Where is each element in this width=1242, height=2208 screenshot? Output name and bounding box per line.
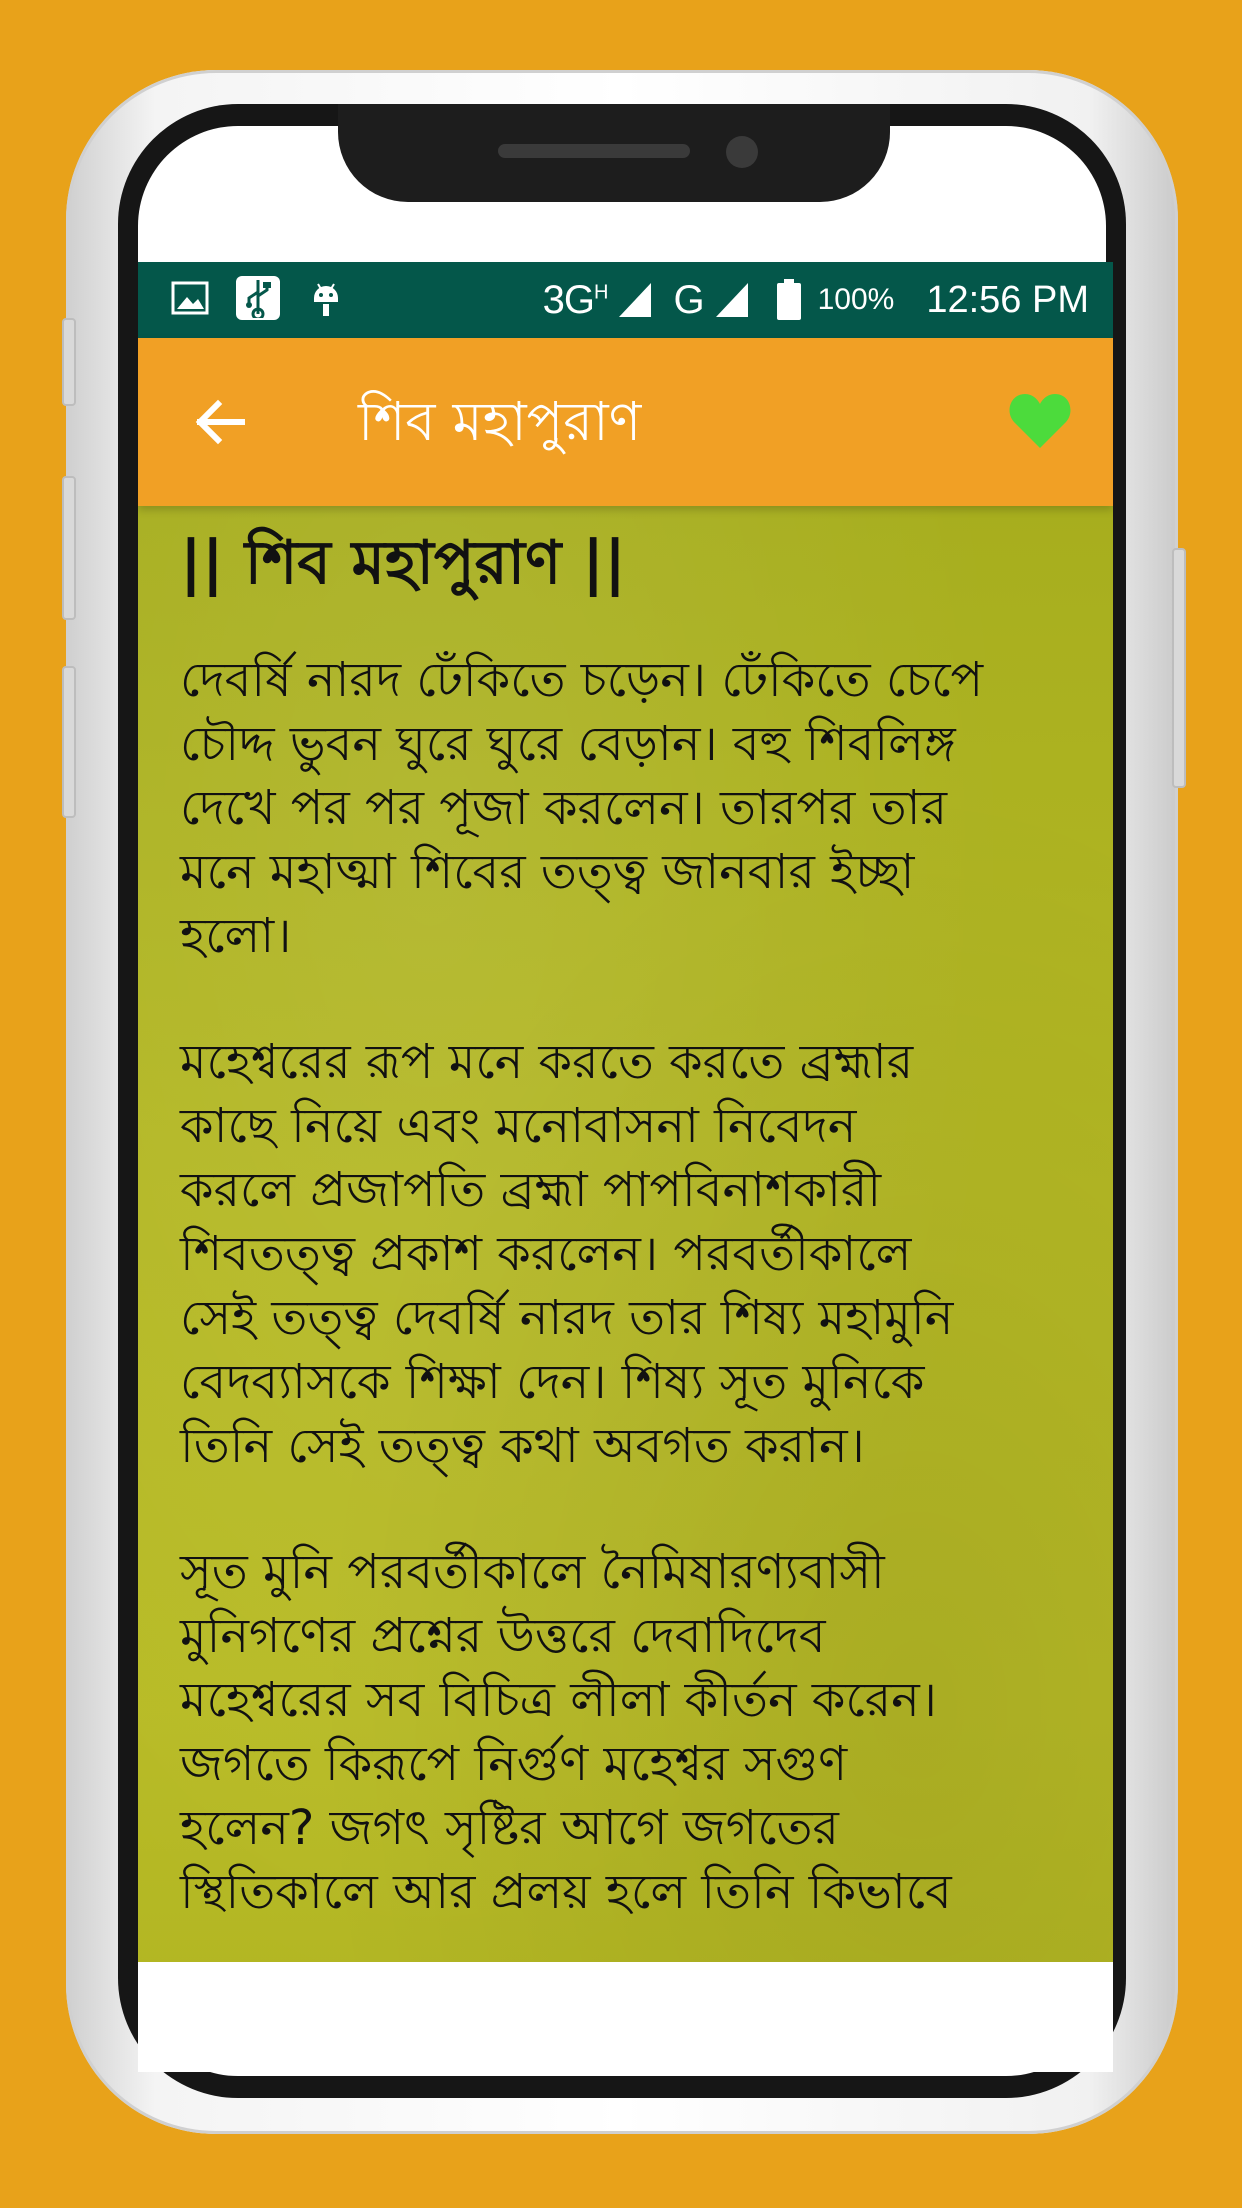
app-window [138, 262, 1113, 1962]
arrow-left-icon [190, 392, 250, 452]
signal-icon [617, 281, 653, 319]
paragraph-2: মহেশ্বরের রূপ মনে করতে করতে ব্রহ্মার কাছে নিয়ে এবং মনোবাসনা নিবেদন করলে প্রজাপতি ব্রহ্মা পাপবিনাশকারী শিবতত্ত্ব প্রকাশ করলেন। পরবর্তীকালে সেই তত্ত্ব দেবর্ষি নারদ তার শিষ্য মহামুনি বেদব্যাসকে শিক্ষা দেন। শিষ্য সূত মুনিকে তিনি সেই তত্ত্ব কথা অবগত করান। [180, 1034, 954, 1474]
network-type-2-label: G [673, 277, 704, 322]
app-toolbar [138, 338, 1113, 506]
heart-icon [1007, 390, 1073, 452]
phone-side-button-left-3 [62, 666, 76, 818]
phone-screen-bottom [138, 1962, 1113, 2072]
paragraph-1: দেবর্ষি নারদ ঢেঁকিতে চড়েন। ঢেঁকিতে চেপে চৌদ্দ ভুবন ঘুরে ঘুরে বেড়ান। বহু শিবলিঙ্গ দেখে পর পর পূজা করলেন। তারপর তার মনে মহাত্মা শিবের তত্ত্ব জানবার ইচ্ছা হলো। [180, 652, 984, 964]
battery-icon [776, 279, 802, 321]
phone-side-button-left-2 [62, 476, 76, 620]
content-heading: || শিব মহাপুরাণ || [180, 528, 627, 598]
phone-side-button-right [1172, 548, 1186, 788]
clock: 12:56 PM [926, 278, 1089, 321]
speaker-grille [498, 144, 690, 158]
toolbar-title: শিব মহাপুরাণ [358, 390, 642, 453]
status-bar [138, 262, 1113, 338]
reading-content[interactable] [138, 506, 1113, 1962]
paragraph-3: সূত মুনি পরবর্তীকালে নৈমিষারণ্যবাসী মুনিগণের প্রশ্নের উত্তরে দেবাদিদেব মহেশ্বরের সব বিচিত্র লীলা কীর্তন করেন। জগতে কিরূপে নির্গুণ মহেশ্বর সগুণ হলেন? জগৎ সৃষ্টির আগে জগতের স্থিতিকালে আর প্রলয় হলে তিনি কিভাবে [180, 1544, 952, 1920]
phone-side-button-left-1 [62, 318, 76, 406]
back-button[interactable] [190, 392, 250, 452]
favorite-button[interactable] [1007, 390, 1073, 452]
image-notification-icon [168, 276, 212, 320]
battery-percentage: 100% [817, 283, 895, 316]
usb-icon [236, 276, 280, 320]
signal-2-icon [714, 281, 750, 319]
network-type-label: $3G^H$ [542, 277, 608, 322]
front-camera [726, 136, 758, 168]
android-debug-icon [304, 276, 348, 320]
